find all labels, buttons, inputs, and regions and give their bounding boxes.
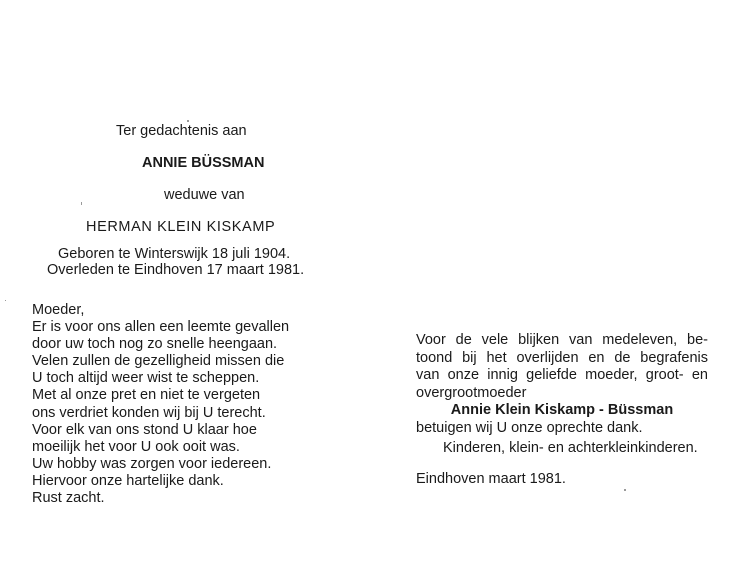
memory-line: Ter gedachtenis aan <box>116 123 247 139</box>
place-date: Eindhoven maart 1981. <box>416 471 566 487</box>
thanks-line: overgrootmoeder <box>416 384 527 401</box>
poem-line: Met al onze pret en niet te vergeten <box>32 387 261 404</box>
born-line: Geboren te Winterswijk 18 juli 1904. <box>58 246 291 262</box>
husband-name: HERMAN KLEIN KISKAMP <box>86 219 276 235</box>
poem-line: Moeder, <box>32 302 85 318</box>
print-speck <box>187 120 189 122</box>
thanks-line: betuigen wij U onze oprechte dank. <box>416 419 643 436</box>
poem-line: Velen zullen de gezelligheid missen die <box>32 353 285 370</box>
poem-line: Er is voor ons allen een leemte gevallen <box>32 319 290 336</box>
deceased-name: ANNIE BÜSSMAN <box>142 155 265 171</box>
print-speck <box>5 300 6 301</box>
print-speck <box>81 202 82 205</box>
poem-line: ons verdriet konden wij bij U terecht. <box>32 404 266 421</box>
poem <box>32 302 289 507</box>
print-speck <box>624 489 626 491</box>
poem-line: Voor elk van ons stond U klaar hoe <box>32 421 257 438</box>
widow-of-line: weduwe van <box>164 187 245 203</box>
poem-line: Uw hobby was zorgen voor iedereen. <box>32 455 272 472</box>
family-signature: Kinderen, klein- en achterkleinkinderen. <box>443 440 698 456</box>
acknowledgement <box>416 332 708 437</box>
poem-line: Hiervoor onze hartelijke dank. <box>32 472 224 489</box>
poem-line: moeilijk het voor U ook ooit was. <box>32 438 240 455</box>
thanks-line: Voor de vele blijken van medeleven, be- <box>416 332 708 348</box>
died-line: Overleden te Eindhoven 17 maart 1981. <box>47 262 305 278</box>
poem-line: U toch altijd weer wist te scheppen. <box>32 370 260 387</box>
thanks-line: van onze innig geliefde moeder, groot- en <box>416 367 708 383</box>
poem-line: Rust zacht. <box>32 490 105 507</box>
thanks-line: toond bij het overlijden en de begrafenis <box>416 349 708 366</box>
family-name: Annie Klein Kiskamp - Büssman <box>450 402 674 418</box>
poem-line: door uw toch nog zo snelle heengaan. <box>32 336 278 353</box>
